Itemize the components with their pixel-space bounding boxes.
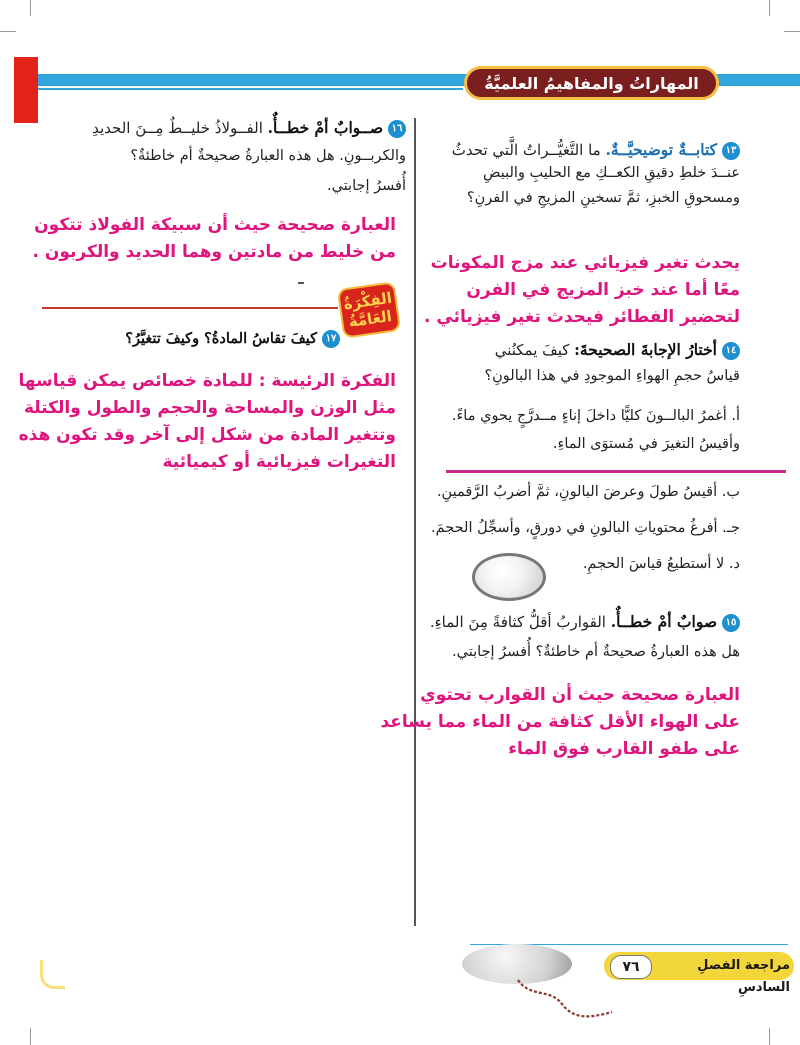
crop-mark: [784, 31, 800, 32]
question-text: كيفَ يمكنُني: [494, 341, 570, 359]
answer-option-a: أ. أغمرُ البالــونَ كليًّا داخلَ إناءٍ مــدرَّجٍ يحوي ماءً.: [451, 408, 740, 424]
question-heading: أختارُ الإجابةَ الصحيحةَ:: [574, 340, 717, 359]
question-number: ١٤: [722, 342, 740, 360]
question-16-line: [40, 118, 406, 148]
answer-line: مثل الوزن والمساحة والحجم والطول والكتلة: [23, 398, 396, 418]
question-14-line: قياسُ حجمِ الهواءِ الموجودِ في هذا البالونِ؟: [484, 368, 740, 384]
crop-mark: [769, 1028, 770, 1045]
answer-option-c: جـ. أفرغُ محتوياتِ البالونِ في دورقٍ، وأسجِّلُ الحجمَ.: [431, 520, 740, 536]
section-title-banner: [464, 66, 719, 100]
answer-line: وتتغير المادة من شكل إلى آخر وقد تكون هذه: [18, 425, 396, 445]
question-text: الفــولاذُ خليــطٌ مِــنَ الحديدِ: [92, 119, 263, 137]
dash-mark: [298, 282, 304, 284]
answer-option-a-cont: وأقيسُ التغيرَ في مُستوَى الماءِ.: [552, 436, 740, 452]
section-title: المهاراتُ والمفاهيمُ العلميَّةُ: [484, 73, 699, 93]
question-16: [40, 118, 406, 208]
question-14-line: [428, 340, 740, 368]
answer-line: العبارة صحيحة حيث أن سبيكة الفولاذ تتكون: [34, 215, 396, 235]
question-number: ١٧: [322, 330, 340, 348]
question-17: [40, 330, 340, 356]
column-divider: [414, 118, 416, 926]
question-heading: كتابــةٌ توضيحيَّــةٌ.: [605, 140, 717, 159]
crop-mark: [0, 31, 16, 32]
answer-line: من خليط من مادتين وهما الحديد والكربون .: [32, 242, 396, 262]
page-number: ٧٦: [610, 955, 652, 979]
answer-17: [18, 368, 396, 476]
header-blue-thin-line: [38, 88, 463, 90]
question-15: [428, 612, 740, 672]
question-text: ما التَّغيُّــراتُ الَّتي تحدثُ: [451, 141, 601, 159]
big-idea-badge-text: الفِكْرَةُ العَامَّةُ: [342, 288, 393, 331]
question-13-line: [428, 140, 740, 165]
question-13: [428, 140, 740, 215]
question-15-line: [428, 612, 740, 644]
question-13-line: عنــدَ خلطِ دقيقِ الكعــكِ مع الحليبِ والبيضِ: [482, 165, 740, 181]
answer-option-d: د. لا أستطيعُ قياسَ الحجمِ.: [582, 556, 740, 572]
answer-line: الفكرة الرئيسة : للمادة خصائص يمكن قياسها: [18, 371, 396, 391]
question-number: ١٦: [388, 120, 406, 138]
answer-line: التغيرات فيزيائية أو كيميائية: [162, 452, 396, 472]
answer-line: يحدث تغير فيزيائي عند مزج المكونات: [430, 253, 740, 273]
crop-mark: [769, 0, 770, 16]
big-idea-badge: [337, 281, 401, 339]
question-heading: كيفَ تقاسُ المادةُ؟ وكيفَ تتغيَّرُ؟: [125, 330, 317, 347]
question-16-line: أُفسرُ إجابتي.: [326, 178, 406, 194]
answer-line: على طفو القارب فوق الماء: [508, 739, 740, 759]
question-number: ١٥: [722, 614, 740, 632]
answer-16: [32, 212, 396, 266]
answer-13: [424, 250, 740, 331]
answer-line: لتحضير الفطائر فيحدث تغير فيزيائي .: [424, 307, 740, 327]
balloon-image: [472, 553, 546, 601]
crop-mark: [30, 1028, 31, 1045]
answer-highlight-rule: [446, 470, 786, 473]
question-number: ١٣: [722, 142, 740, 160]
answer-15: [380, 682, 740, 763]
balloon-string-icon: [500, 978, 620, 1028]
answer-line: على الهواء الأقل كثافة من الماء مما يساعد: [380, 712, 740, 732]
answer-option-b: ب. أقيسُ طولَ وعرضَ البالونِ، ثمَّ أضربُ الرَّقمينِ.: [436, 484, 740, 500]
question-13-line: ومسحوقِ الخبزِ، ثمَّ تسخينِ المزيجِ في الفرنِ؟: [466, 190, 740, 206]
answer-line: العبارة صحيحة حيث أن القوارب تحتوي: [420, 685, 740, 705]
crop-mark: [30, 0, 31, 16]
big-idea-rule: [42, 307, 338, 309]
red-edge-tab: [14, 57, 38, 123]
question-16-line: والكربــونِ. هل هذه العبارةُ صحيحةٌ أم خاطئةٌ؟: [130, 148, 406, 164]
footer-chapter-title: مراجعة الفصلِ السادسِ: [697, 958, 790, 995]
answer-line: معًا أما عند خبز المزيج في الفرن: [466, 280, 740, 300]
question-heading: صوابٌ أمْ خطــأٌ.: [610, 612, 717, 631]
question-text: القواربُ أقلُّ كثافةً مِنَ الماءِ.: [429, 613, 606, 631]
question-heading: صــوابٌ أمْ خطــأٌ.: [267, 118, 383, 137]
footer-yellow-mark: [40, 960, 65, 989]
question-14: [428, 340, 740, 464]
question-15-line: هل هذه العبارةُ صحيحةٌ أم خاطئةٌ؟ أُفسرُ إجابتي.: [452, 644, 740, 660]
question-17-line: [40, 330, 340, 356]
